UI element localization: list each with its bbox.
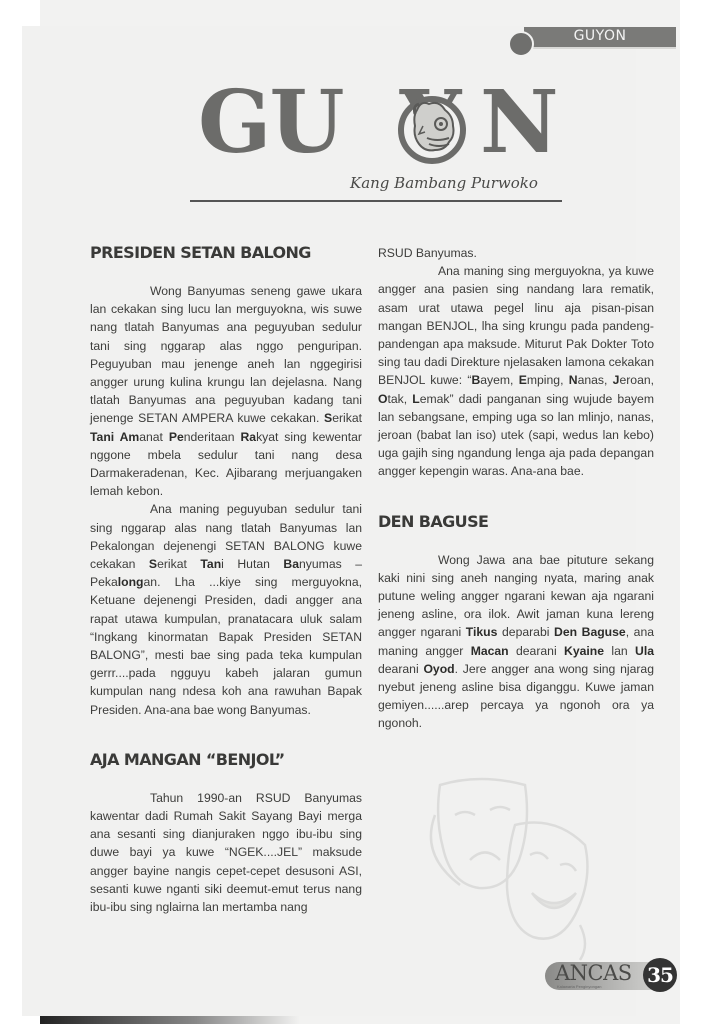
bold-text: S bbox=[324, 411, 333, 426]
bold-text: L bbox=[412, 391, 420, 406]
bold-text: Tani Am bbox=[90, 429, 140, 444]
bold-text: O bbox=[378, 391, 388, 406]
article-paragraph: Ana maning peguyuban sedulur tani sing nggarap alas nang tlatah Banyumas lan Pekalongan dejenengi SETAN BALONG kuwe cekakan Serikat Tani Hutan Banyumas – Pekalongan. Lha ...kiye sing merguyokna, Ketuane dejenengi Presiden, dadi angger ana rapat utawa kumpulan, pranatacara uluk salam “Ingkang kinormatan Bapak Presiden SETAN BALONG”, mesti bae sing pada teka kumpulan gerrr....pada ngguyu kabeh jalaran gumun kumpulan nang ndesa koh ana rawuhan Bapak Presiden. Ana-ana bae wong Banyumas. bbox=[90, 502, 362, 717]
header-rule bbox=[190, 200, 562, 202]
logo-letter-n: N bbox=[480, 72, 557, 173]
bold-text: N bbox=[568, 373, 578, 388]
article-title: DEN BAGUSE bbox=[378, 511, 489, 531]
bold-text: J bbox=[612, 373, 620, 388]
bold-text: long bbox=[117, 575, 144, 590]
page-number: 35 bbox=[643, 958, 677, 992]
bold-text: Ba bbox=[283, 557, 300, 572]
article-title: PRESIDEN SETAN BALONG bbox=[90, 243, 311, 262]
bold-text: Kyaine bbox=[564, 643, 605, 658]
bold-text: B bbox=[471, 373, 481, 388]
magazine-name: ANCAS bbox=[555, 961, 632, 985]
bold-text: Den Baguse bbox=[554, 625, 626, 640]
article-paragraph: Tahun 1990-an RSUD Banyumas kawentar dadi Rumah Sakit Sayang Bayi merga ana sesanti sing dianjuraken nggo ibu-ibu sing duwe bayi ya kuwe “NGEK....JEL” maksude angger bayine nangis cepet-cepet desusoni ASI, sesanti kuwe nganti siki deemut-emut terus nang ibu-ibu sing nglairna lan mertamba nang bbox=[90, 790, 362, 915]
bold-text: Ra bbox=[240, 429, 257, 444]
right-column bbox=[378, 244, 654, 733]
bold-text: Ula bbox=[635, 643, 654, 658]
bold-text: Tikus bbox=[465, 625, 498, 640]
magazine-tagline: Kalawarta Penginyongan bbox=[557, 984, 602, 989]
magazine-footer-logo bbox=[545, 958, 677, 996]
article-title: AJA MANGAN “BENJOL” bbox=[90, 749, 285, 769]
article-paragraph-continued: RSUD Banyumas. bbox=[378, 246, 477, 260]
bold-text: Macan bbox=[470, 643, 509, 658]
article-paragraph: Ana maning sing merguyokna, ya kuwe angger ana pasien sing nandang lara rematik, asam urat utawa pegel linu aja pisan-pisan mangan BENJOL, lha sing krungu pada pandeng-pandengan apa maksude. Miturut Pak Dokter Toto sing tau dadi Direkture njelasaken lamona cekakan BENJOL kuwe: “Bayem, Emping, Nanas, Jeroan, Otak, Lemak” dadi panganan sing wujude bayem lan sebangsane, emping uga so lan mlinjo, nanas, jeroan (babat lan iso) utek (sapi, wedus lan kebo) uga gajih sing ngandung lenga aja pada depangan angger kepengin waras. Ana-ana bae. bbox=[378, 264, 655, 479]
section-tab-label: GUYON bbox=[573, 28, 627, 44]
bold-text: Oyod bbox=[423, 661, 455, 676]
masthead bbox=[190, 72, 560, 220]
bold-text: S bbox=[148, 557, 158, 572]
theatre-masks-icon bbox=[420, 775, 620, 965]
article-paragraph: Wong Banyumas seneng gawe ukara lan cekakan sing lucu lan merguyokna, wis suwe nang tlatah Banyumas ana peguyuban sedulur tani sing nggarap alas nggo penguripan. Peguyuban mau jenenge aneh lan nggegirisi angger urung kulina krungu lan dejelasna. Nang tlatah Banyumas ana peguyuban kadang tani jenenge SETAN AMPERA kuwe cekakan. Serikat Tani Amanat Penderitaan Rakyat sing kewentar nggone mbela sedulur tani nang desa Darmakeradenan, Kec. Ajibarang merjuangaken lemah kebon. bbox=[90, 284, 362, 499]
bold-text: E bbox=[518, 373, 527, 388]
article-paragraph: Wong Jawa ana bae pituture sekang kaki nini sing aneh nanging nyata, maring anak putune weling angger ngarani kewan aja ngarani jeneng asline, ora ilok. Awit jaman kuna lereng angger ngarani Tikus deparabi Den Baguse, ana maning angger Macan dearani Kyaine lan Ula dearani Oyod. Jere angger ana wong sing njarag nyebut jeneng asline bisa diganggu. Kuwe jaman gemiyen......arep percaya ya ngonoh ora ya ngonoh. bbox=[378, 552, 654, 731]
logo-letters-gu: GU bbox=[198, 72, 343, 173]
wayang-face-emblem-icon bbox=[397, 92, 467, 166]
section-tab bbox=[508, 25, 678, 49]
page-shadow-edge bbox=[40, 1016, 300, 1024]
bold-text: Pe bbox=[168, 429, 184, 444]
author-byline: Kang Bambang Purwoko bbox=[350, 174, 538, 192]
bold-text: Tan bbox=[200, 557, 222, 572]
left-column bbox=[90, 242, 362, 916]
